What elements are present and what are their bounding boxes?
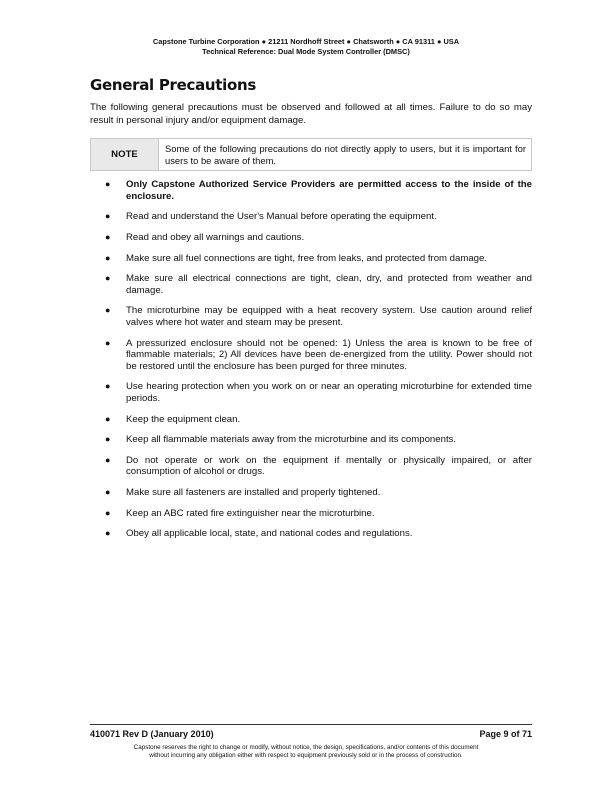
list-item (90, 434, 532, 446)
list-item-text: Obey all applicable local, state, and national codes and regulations. (126, 528, 413, 540)
list-item (90, 273, 532, 296)
list-item (90, 508, 532, 520)
list-item (90, 487, 532, 499)
bullet-icon: ● (105, 252, 111, 263)
precautions-list (90, 179, 532, 549)
footer-divider (90, 724, 532, 725)
note-box (90, 138, 532, 171)
list-item-text: Make sure all electrical connections are tight, clean, dry, and protected from weather and damage. (126, 273, 532, 296)
note-text: Some of the following precautions do not directly apply to users, but it is important for users to be aware of them. (165, 143, 526, 166)
list-item-text: Make sure all fuel connections are tight, free from leaks, and protected from damage. (126, 252, 488, 264)
list-item (90, 414, 532, 426)
disclaimer-line-1: Capstone reserves the right to change or modify, without notice, the design, specifications, and/or contents of this document (133, 744, 479, 751)
header-company-line: Capstone Turbine Corporation ● 21211 Nordhoff Street ● Chatsworth ● CA 91311 ● USA (152, 37, 460, 46)
list-item-text: Use hearing protection when you work on or near an operating microturbine for extended time periods. (126, 381, 532, 404)
note-label: NOTE (91, 139, 159, 170)
list-item-text: Do not operate or work on the equipment if mentally or physically impaired, or after consumption of alcohol or drugs. (126, 454, 532, 478)
list-item-text: Read and understand the User's Manual before operating the equipment. (126, 211, 437, 223)
disclaimer-line-2: without incurring any obligation either with respect to equipment previously sold or in the process of construction. (149, 752, 463, 759)
bullet-icon: ● (105, 211, 111, 222)
section-title: General Precautions (90, 76, 257, 94)
intro-paragraph: The following general precautions must be observed and followed at all times. Failure to do so may result in personal injury and/or equipment damage. (90, 102, 532, 126)
list-item-text: Keep an ABC rated fire extinguisher near the microturbine. (126, 507, 375, 519)
list-item-text: Only Capstone Authorized Service Providers are permitted access to the inside of the enclosure. (126, 179, 532, 202)
list-item (90, 455, 532, 478)
list-item-text: Keep the equipment clean. (126, 413, 241, 425)
bullet-icon: ● (105, 231, 111, 242)
list-item (90, 381, 532, 404)
footer-disclaimer (0, 744, 612, 760)
list-item-text: The microturbine may be equipped with a heat recovery system. Use caution around relief valves where hot water and steam may be present. (126, 305, 532, 328)
bullet-icon: ● (105, 454, 111, 465)
bullet-icon: ● (105, 381, 111, 392)
bullet-icon: ● (105, 507, 111, 518)
page-header (0, 37, 612, 57)
list-item-text: Keep all flammable materials away from the microturbine and its components. (126, 434, 457, 446)
list-item (90, 253, 532, 265)
list-item (90, 232, 532, 244)
footer-page-number: Page 9 of 71 (479, 729, 532, 739)
list-item (90, 305, 532, 328)
bullet-icon: ● (105, 413, 111, 424)
list-item (90, 211, 532, 223)
bullet-icon: ● (105, 273, 111, 284)
list-item (90, 179, 532, 202)
footer-doc-revision: 410071 Rev D (January 2010) (90, 729, 214, 739)
list-item (90, 528, 532, 540)
bullet-icon: ● (105, 305, 111, 316)
bullet-icon: ● (105, 487, 111, 498)
bullet-icon: ● (105, 528, 111, 539)
list-item-text: Read and obey all warnings and cautions. (126, 231, 305, 243)
header-reference-line: Technical Reference: Dual Mode System Controller (DMSC) (202, 47, 410, 56)
bullet-icon: ● (105, 337, 111, 348)
list-item-text: A pressurized enclosure should not be opened: 1) Unless the area is known to be free of flammable materials; 2) All devices have been de-energized from the utility. Power should not be restored until the enclosure has been purged for three minutes. (126, 337, 532, 372)
bullet-icon: ● (105, 434, 111, 445)
bullet-icon: ● (105, 179, 111, 189)
list-item (90, 338, 532, 373)
list-item-text: Make sure all fasteners are installed and properly tightened. (126, 487, 381, 499)
